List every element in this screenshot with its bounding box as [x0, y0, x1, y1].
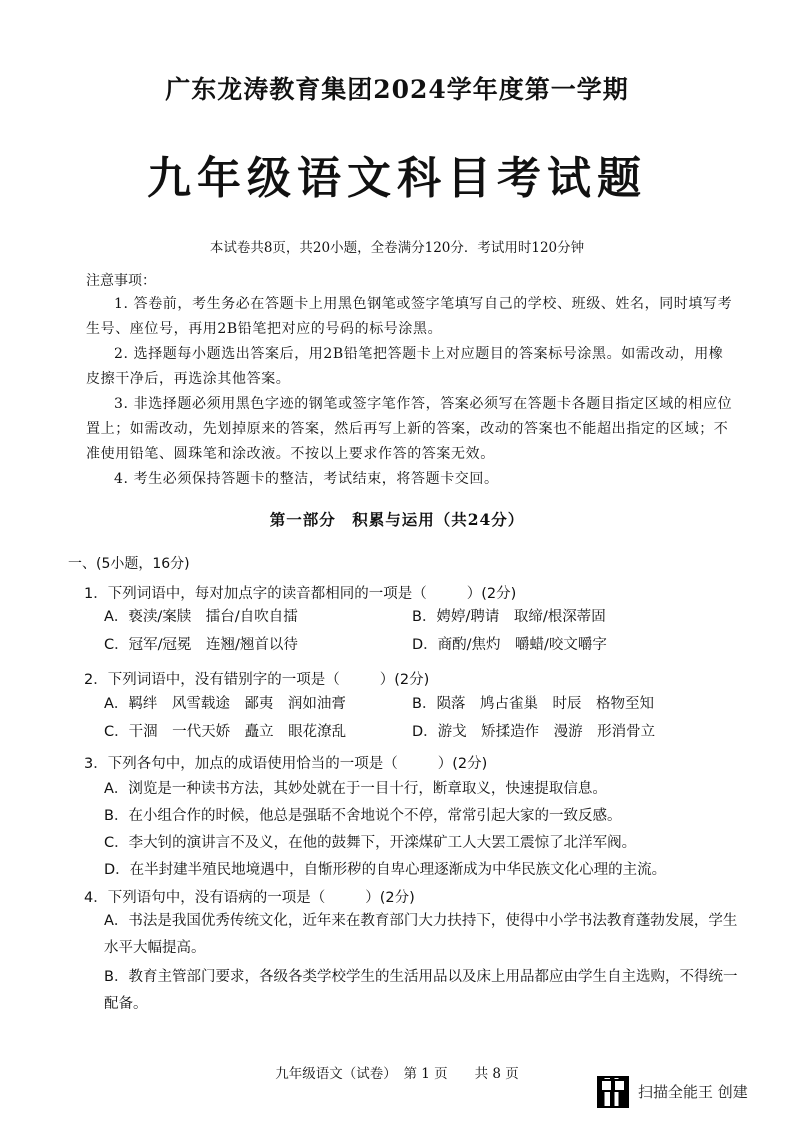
- question-4-score: ）(2分): [365, 890, 415, 906]
- question-1-score: ）(2分): [466, 586, 517, 602]
- question-1-option-b: B．娉婷/聘请 取缔/根深蒂固: [412, 609, 606, 625]
- notes-title: 注意事项：: [86, 273, 156, 289]
- question-3-score: ）(2分): [437, 756, 488, 772]
- part-heading: 第一部分 积累与运用（共24分）: [269, 510, 525, 529]
- page-footer: 九年级语文（试卷） 第 1 页 共 8 页: [275, 1066, 519, 1082]
- note-item-4: 4. 考生必须保持答题卡的整洁，考试结束，将答题卡交回。: [114, 471, 499, 487]
- question-4-option-a: A．书法是我国优秀传统文化，近年来在教育部门大力扶持下，使得中小学书法教育蓬勃发展，学生水平大幅提高。: [104, 913, 738, 956]
- question-3-option-c: C．李大钊的演讲言不及义，在他的鼓舞下，开滦煤矿工人大罢工震惊了北洋军阀。: [104, 835, 637, 851]
- exam-info: 本试卷共8页，共20小题，全卷满分120分．考试用时120分钟: [209, 240, 585, 256]
- note-item-1: 1. 答卷前，考生务必在答题卡上用黑色钢笔或签字笔填写自己的学校、班级、姓名，同时填写考生号、座位号，再用2B铅笔把对应的号码的标号涂黑。: [86, 296, 733, 337]
- question-2-score: ）(2分): [379, 672, 430, 688]
- org-title: 广东龙涛教育集团2024学年度第一学期: [165, 75, 629, 104]
- question-4-option-b: B．教育主管部门要求，各级各类学校学生的生活用品以及床上用品都应由学生自主选购，不得统一配备。: [104, 969, 738, 1012]
- question-2-stem: [84, 668, 429, 689]
- question-4-text: 4．下列语句中，没有语病的一项是（: [84, 890, 326, 906]
- note-item-2: 2. 选择题每小题选出答案后，用2B铅笔把答题卡上对应题目的答案标号涂黑。如需改动，用橡皮擦干净后，再选涂其他答案。: [86, 346, 724, 387]
- question-1-option-a: A．亵渎/案牍 擂台/自吹自擂: [104, 609, 298, 625]
- question-3-option-b: B．在小组合作的时候，他总是强聒不舍地说个不停，常常引起大家的一致反感。: [104, 808, 622, 824]
- question-2-option-c: C．干涸 一代天娇 矗立 眼花潦乱: [104, 724, 347, 740]
- question-3-option-a: A．浏览是一种读书方法，其妙处就在于一目十行，断章取义，快速提取信息。: [104, 781, 607, 797]
- question-1-stem: [84, 582, 516, 603]
- scanner-watermark: 扫描全能王 创建: [638, 1083, 748, 1101]
- note-item-3: 3. 非选择题必须用黑色字迹的钢笔或签字笔作答，答案必须写在答题卡各题目指定区域的相应位置上；如需改动，先划掉原来的答案，然后再写上新的答案，改动的答案也不能超出指定的区域；不准使用铅笔、圆珠笔和涂改液。不按以上要求作答的答案无效。: [86, 396, 733, 462]
- qr-code-icon: [597, 1076, 629, 1108]
- question-3-option-d: D．在半封建半殖民地境遇中，自惭形秽的自卑心理逐渐成为中华民族文化心理的主流。: [104, 862, 667, 878]
- question-3-text: 3．下列各句中，加点的成语使用恰当的一项是（: [84, 756, 398, 772]
- question-2-text: 2．下列词语中，没有错别字的一项是（: [84, 672, 340, 688]
- question-1-text: 1．下列词语中，每对加点字的读音都相同的一项是（: [84, 586, 427, 602]
- question-4-stem: [84, 886, 415, 907]
- question-3-stem: [84, 752, 487, 773]
- question-2-option-a: A．羁绊 风雪载途 鄙夷 润如油膏: [104, 696, 346, 712]
- question-2-option-d: D．游戈 矫揉造作 漫游 形消骨立: [412, 724, 656, 740]
- page-title: 九年级语文科目考试题: [147, 153, 647, 204]
- question-1-option-c: C．冠军/冠冕 连翘/翘首以待: [104, 637, 298, 653]
- question-2-option-b: B．陨落 鸠占雀巢 时辰 格物至知: [412, 696, 654, 712]
- question-1-option-d: D．商酌/焦灼 嚼蜡/咬文嚼字: [412, 637, 607, 653]
- section-head: 一、(5小题，16分): [68, 556, 190, 572]
